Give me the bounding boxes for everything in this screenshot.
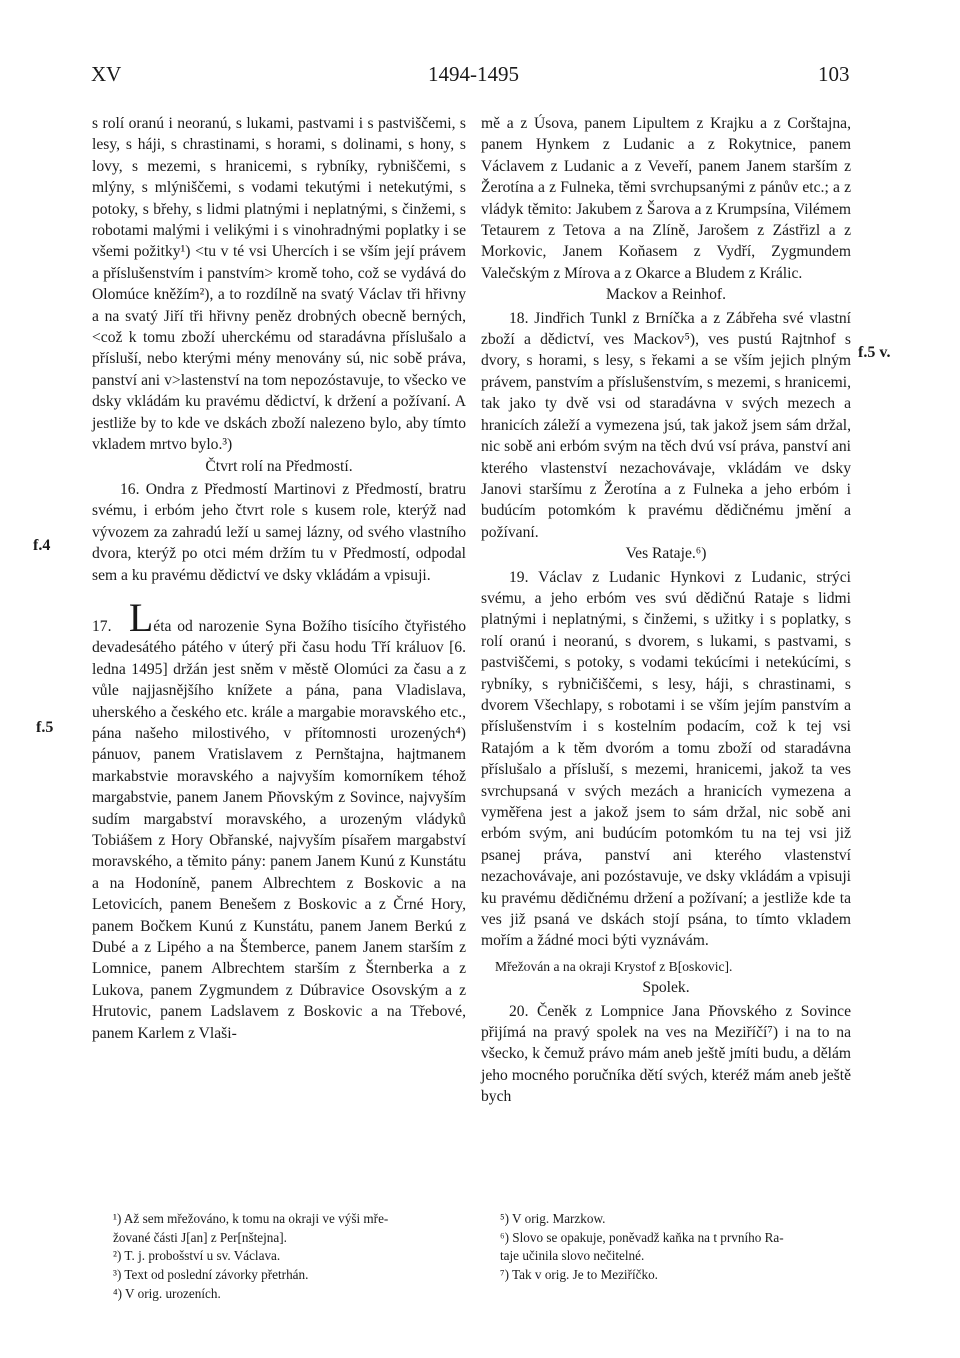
footnote-line: ³) Text od poslední závorky přetrhán.	[113, 1267, 309, 1283]
footnote-line: ²) T. j. probošství u sv. Václava.	[113, 1248, 281, 1264]
margin-note-f5v: f.5 v.	[858, 344, 891, 361]
paragraph-continuation: mě a z Úsova, panem Lipultem z Krajku a z Corštajna, panem Hynkem z Ludanic a z Rokytnice, panem Václavem z Ludanic a z Veveří, panem Janem starším z Žerotína a z Fulneka, těmi svrchupsanými z pánův etc.; a z vládyk těmito: Jakubem z Šarova a z Krumpsína, Vilémem Tetaurem z Tetova a na Zlíně, Jarošem z Zástřizl a z Morkovic, Janem Koňasem z Vydří, Zygmundem Valečským z Mírova a z Okarce a Bludem z Králic.	[481, 115, 851, 282]
page-number: 103	[818, 62, 850, 86]
entry-17-text: éta od narozenie Syna Božího tisícího čtyřistého devadesátého pátého v úterý při času hodu Tří králuov [6. ledna 1495] držán jest sněm v městě Olomúci za času a z vůle najjasnějšího knížete a pána, pana Vladislava, uherského a českého etc. krále a margabie moravského etc., pána našeho milostivého, v přítomnosti urozených⁴) pánuov, panem Vratislavem z Pernštajna, hajtmanem markabstvie moravského a najvyším komorníkem téhož margabstvie, panem Janem Pňovským z Sovince, najvyším sudím margabství moravského, a urozeným vládyků Tobiášem z Hory Obřanské, najvyším písařem margabství moravského, a těmito pány: panem Janem Kunú z Kunstátu a na Hodoníně, panem Albrechtem z Boskovic a na Letovicích, panem Benešem z Boskovic a z Črné Hory, panem Bočkem Kunú z Kunstátu, panem Janem Berkú z Dubé a z Lipého a na Štemberce, panem Janem starším z Lomnice, panem Albrechtem starším z Šternberka a z Lukova, panem Zygmundem z Dúbravice Osovským a z Hrutovic, panem Ladslavem z Boskovic a na Třebové, panem Karlem z Vlaši-	[92, 617, 466, 1042]
footnote-line: ⁷) Tak v orig. Je to Meziříčko.	[500, 1267, 658, 1283]
margin-note-f4: f.4	[33, 537, 51, 554]
entry-17	[92, 594, 466, 1044]
section-heading: Spolek.	[642, 979, 690, 997]
section-heading: Čtvrt rolí na Předmostí.	[205, 457, 353, 475]
entry-16: 16. Ondra z Předmostí Martinovi z Předmostí, bratru svému, i erbóm jeho čtvrt role s kusem role, kterýž nad vývozem za zahradú leží u samej lázny, od svého vlastního dvora, kterýž po otci mém držím tu v Předmostí, odpodal sem a ku pravému dědictví ve dsky vkládám a vpisuji.	[92, 480, 466, 584]
section-heading: Ves Rataje.⁶)	[625, 545, 707, 563]
footnote-line: ⁶) Slovo se opakuje, poněvadž kaňka na t prvního Ra-	[500, 1229, 784, 1245]
entry-20: 20. Čeněk z Lompnice Jana Pňovského z Sovince přijímá na pravý spolek na ves na Meziříčí⁷) i na to na všecko, k čemuž právo mám aneb ještě jmíti budu, a dělám jeho mocného poručníka dětí svých, kteréž mám aneb ještě bych	[481, 1002, 851, 1106]
header-years: 1494-1495	[428, 62, 519, 86]
entry-number: 17.	[92, 617, 112, 635]
footnote-line: žované části J[an] z Per[nštejna].	[113, 1229, 287, 1245]
entry-19: 19. Václav z Ludanic Hynkovi z Ludanic, strýci svému, a jeho erbóm ves svú dědičnú Rataje s lidmi platnými i neplatnými, s činžemi, s užitky i s poplatky, s rolí oranú i neoranú, s dvorem, s lukami, s pastvami, s pastviščemi, s potoky, s vodami tekúcími i netekúcími, s rybníky, s rybničiščemi, s lesy, háji, s chrastinami, s dvorem Všechlapy, s robotami i se vším jejím panstvím a příslušenstvím i s kostelním podacím, což k tej vsi Ratajóm a k těm dvoróm a tomu zboží od staradávna příslušalo a přísluší, s mezemi, hranicemi, jakož ta ves svrchupsaná v svých mezách a hranicích vymezena a vyměřena jest a jakož jsem to sám držal, nic sobě ani erbóm svým, ani budúcím potomkóm tu na tej vsi již psanej práva, panství ani kterého vlastenství nezachovávaje, ani pozóstavuje, ve dsky vkládám a vpisuji ku pravému dědičnému držení a požívaní; a jestliže kde ta ves již psaná ve dskách stojí psána, to tímto vkladem mořím a žádné moci býti vyznávám.	[481, 568, 851, 950]
entry-18: 18. Jindřich Tunkl z Brníčka a z Zábřeha své vlastní zboží a dědictví, ves Mackov⁵), ves pustú Rajtnhof s dvory, s horami, s lesy, s řekami a se vším jejich plným právem, panstvím a příslušenstvím, s mezemi, s hranicemi, tak jako ty dvě vsi od staradávna v svých mezech a hranicích záleží a vymezena jsú, tak jakož jsem sám držal, nic sobě ani erbóm svým na těch dvú vsí práva, panství ani kterého vlastenství nezachovávaje, vkládám ve dsky Janovi staršímu z Žerotína a z Fulneka a jeho erbóm i budúcím potomkóm k pravému dědičnému jmění a požívaní.	[481, 309, 851, 541]
footnote-line: ⁵) V orig. Marzkow.	[500, 1211, 606, 1226]
section-heading: Mackov a Reinhof.	[606, 286, 726, 304]
footnotes-right	[500, 1210, 852, 1285]
margin-note-f5: f.5	[36, 719, 54, 736]
header-section: XV	[91, 62, 122, 86]
footnote-line: taje učinila slovo nečitelné.	[500, 1248, 645, 1264]
drop-cap: L	[128, 594, 154, 640]
footnote-line: ¹) Až sem mřežováno, k tomu na okraji ve výši mře-	[113, 1211, 389, 1226]
right-column	[481, 113, 851, 1108]
marginal-note: Mřežován a na okraji Krystof z B[oskovic].	[495, 958, 733, 974]
footnotes-left	[113, 1210, 465, 1304]
footnote-line: ⁴) V orig. urozeních.	[113, 1285, 221, 1301]
paragraph-continuation: s rolí oranú i neoranú, s lukami, pastvami i s pastviščemi, s lesy, s háji, s chrastinami, s horami, s dolinami, s hony, s lovy, s mezemi, s hranicemi, s rybníky, rybniščemi, s mlýny, s mlýniščemi, s vodami tekutými i netekutými, s potoky, s břehy, s lidmi platnými i neplatnými, s činžemi, s robotami malými i velikými i s vinohradnými poplatky i se všemi požitky¹) <tu v té vsi Uhercích i se vším její právem a příslušenstvím i panstvím> kromě toho, což se vydává do Olomúce kněžím²), a to rozdílně na svatý Václav tři hřivny a na svatý Jiří tři hřivny peněz drobných obecně berných, <což k tomu zboží uherckému od staradávna příslušalo a přísluší, nebo kterými mény menovány sú, nic sobě práva, panství ani v>lastenství na tom nepozóstavuje, to všecko ve dsky vkládám ku pravému dědictví, k držení a požívaní. A jestliže by to kde ve dskách zboží nalezeno bylo, aby tímto vkladem mrtvo bylo.³)	[92, 115, 466, 454]
left-column	[92, 113, 466, 1044]
